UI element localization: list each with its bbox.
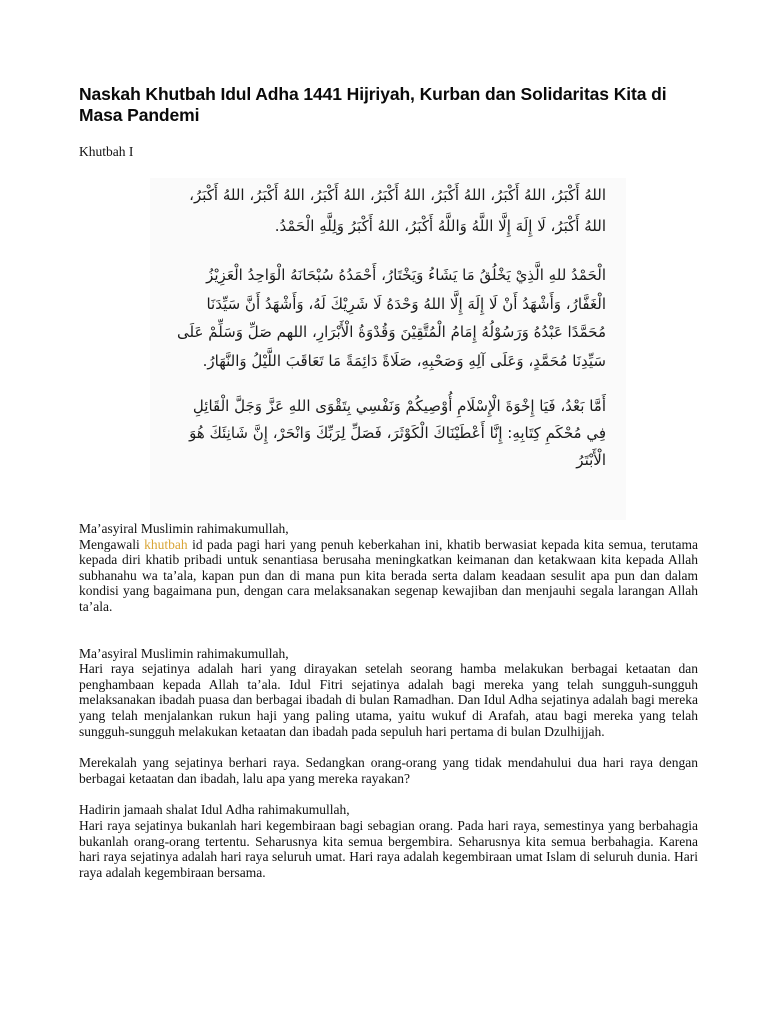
khutbah-link[interactable]: khutbah (144, 536, 188, 552)
paragraph-heading: Ma’asyiral Muslimin rahimakumullah, (79, 521, 289, 536)
paragraph-text: id pada pagi hari yang penuh keberkahan ini, khatib berwasiat kepada kita semua, terutama kepada diri khatib pribadi untuk senantiasa berusaha meningkatkan keimanan dan ketakwaan kita kepada Allah subhanahu wa ta’ala, kapan pun dan di mana pun kita berada serta dalam keadaan sesulit apa pun dan dalam kondisi yang bagaimana pun, dengan cara melaksanakan segenap kewajiban dan menjauhi segala larangan Allah ta’ala. (79, 536, 698, 614)
spacer (79, 786, 698, 802)
paragraph: Hari raya sejatinya bukanlah hari kegembiraan bagi sebagian orang. Pada hari raya, semestinya yang berbahagia bukanlah orang-orang tertentu. Seharusnya kita semua bergembira. Seharusnya kita semua berbahagia. Karena hari raya sejatinya adalah hari raya seluruh umat. Hari raya adalah kegembiraan umat Islam di seluruh dunia. Hari raya adalah kegembiraan bersama. (79, 817, 698, 880)
body-text (79, 521, 698, 880)
paragraph-heading: Ma’asyiral Muslimin rahimakumullah, (79, 645, 289, 661)
spacer (79, 615, 698, 646)
paragraph-heading: Hadirin jamaah shalat Idul Adha rahimakumullah, (79, 802, 350, 818)
paragraph-text: Mengawali (79, 536, 145, 552)
section-label: Khutbah I (79, 144, 134, 159)
arabic-text-image (150, 178, 626, 520)
arabic-wasiat: أَمَّا بَعْدُ، فَيَا إِخْوَةَ الْإِسْلَامِ أُوْصِيكُمْ وَنَفْسِي بِتَقْوَى اللهِ عَزَّ وَجَلَّ الْقَائِلِ فِي مُحْكَمِ كِتَابِهِ: إِنَّا أَعْطَيْنَاكَ الْكَوْثَرَ، فَصَلِّ لِرَبِّكَ وَانْحَرْ، إِنَّ شَانِئَكَ هُوَ الْأَبْتَرُ (189, 397, 606, 469)
arabic-hamdalah: الْحَمْدُ للهِ الَّذِيْ يَخْلُقُ مَا يَشَاءُ وَيَخْتَارُ، أَحْمَدُهُ سُبْحَانَهُ الْوَاحِدُ الْعَزِيْزُ الْغَفَّارُ، وَأَشْهَدُ أَنْ لَا إِلَهَ إِلَّا اللهُ وَحْدَهُ لَا شَرِيْكَ لَهُ، وَأَشْهَدُ أَنَّ سَيِّدَنَا مُحَمَّدًا عَبْدُهُ وَرَسُوْلُهُ إِمَامُ الْمُتَّقِيْنَ وَقُدْوَةُ الْأَبْرَارِ، اللهم صَلِّ وَسَلِّمْ عَلَى سَيِّدِنَا مُحَمَّدٍ، وَعَلَى آلِهِ وَصَحْبِهِ، صَلَاةً دَائِمَةً مَا تَعَاقَبَ اللَّيْلُ وَالنَّهَارُ. (177, 266, 606, 370)
paragraph: Merekalah yang sejatinya berhari raya. Sedangkan orang-orang yang tidak mendahului dua hari raya dengan berbagai ketaatan dan ibadah, lalu apa yang mereka rayakan? (79, 755, 698, 786)
spacer (79, 739, 698, 755)
arabic-takbir: اللهُ أَكْبَرُ، اللهُ أَكْبَرُ، اللهُ أَكْبَرُ، اللهُ أَكْبَرُ، اللهُ أَكْبَرُ، اللهُ أَكْبَرُ، اللهُ أَكْبَرُ، اللهُ أَكْبَرُ، لَا إِلَهَ إِلَّا اللَّهُ وَاللَّهُ أَكْبَرُ، اللهُ أَكْبَرُ وَلِلَّهِ الْحَمْدُ. (189, 186, 606, 235)
paragraph (79, 537, 698, 615)
document-page (79, 84, 698, 880)
paragraph: Hari raya sejatinya adalah hari yang dirayakan setelah seorang hamba melakukan berbagai ketaatan dan penghambaan kepada Allah ta’ala. Idul Fitri sejatinya adalah bagi mereka yang telah sungguh-sungguh melaksanakan ibadah puasa dan berbagai ibadah di bulan Ramadhan. Dan Idul Adha sejatinya adalah bagi mereka yang telah menjalankan rukun haji yang paling utama, yaitu wukuf di Arafah, atau bagi mereka yang telah sungguh-sungguh melakukan ketaatan dan ibadah pada sepuluh hari pertama di bulan Dzulhijjah. (79, 661, 698, 739)
document-title: Naskah Khutbah Idul Adha 1441 Hijriyah, Kurban dan Solidaritas Kita di Masa Pandemi (79, 84, 667, 125)
